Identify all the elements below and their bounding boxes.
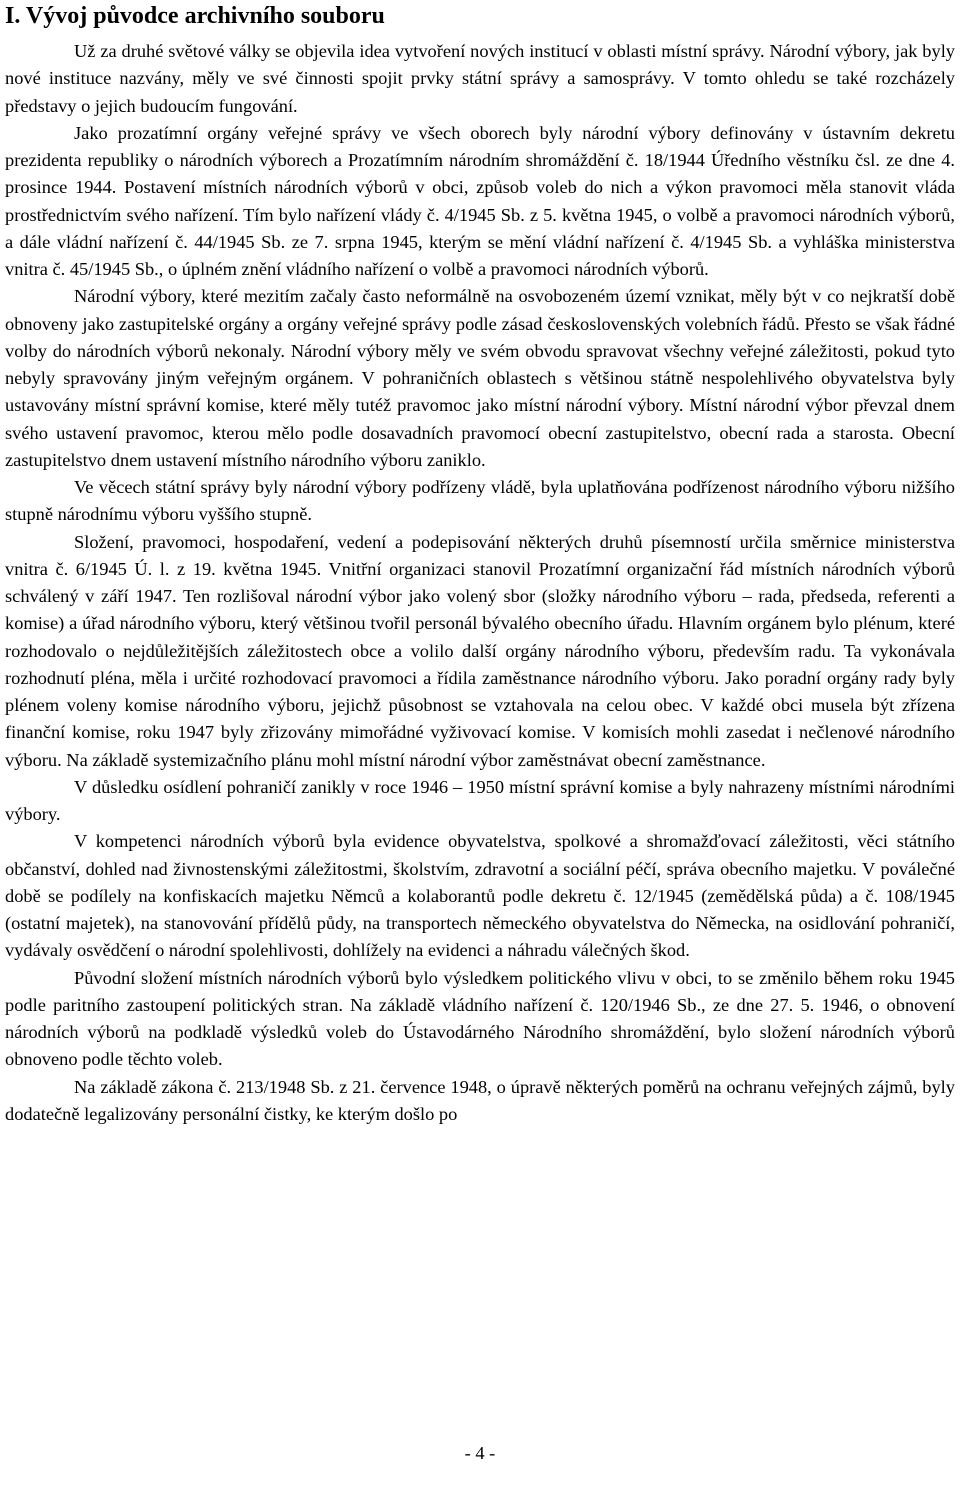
body-text — [5, 38, 955, 1128]
paragraph: V kompetenci národních výborů byla evidence obyvatelstva, spolkové a shromažďovací záležitosti, věci státního občanství, dohled nad živnostenskými záležitostmi, školstvím, zdravotní a sociální péčí, správa obecního majetku. V poválečné době se podílely na konfiskacích majetku Němců a kolaborantů podle dekretu č. 12/1945 (zemědělská půda) a č. 108/1945 (ostatní majetek), na stanovování přídělů půdy, na transportech německého obyvatelstva do Německa, na osidlování pohraničí, vydávaly osvědčení o národní spolehlivosti, dohlížely na evidenci a náhradu válečných škod. — [5, 831, 955, 961]
paragraph: Složení, pravomoci, hospodaření, vedení a podepisování některých druhů písemností určila směrnice ministerstva vnitra č. 6/1945 Ú. l. z 19. května 1945. Vnitřní organizaci stanovil Prozatímní organizační řád místních národních výborů schválený v září 1947. Ten rozlišoval národní výbor jako volený sbor (složky národního výboru – rada, předseda, referenti a komise) a úřad národního výboru, který většinou tvořil personál bývalého obecního úřadu. Hlavním orgánem bylo plénum, které rozhodovalo o nejdůležitějších záležitostech obce a volilo další orgány národního výboru, především radu. Ta vykonávala rozhodnutí pléna, měla i určité rozhodovací pravomoci a řídila zaměstnance národního výboru. Jako poradní orgány rady byly plénem voleny komise národního výboru, jejichž působnost se vztahovala na celou obec. V každé obci musela být zřízena finanční komise, roku 1947 byly zřizovány mimořádné vyživovací komise. V komisích mohli zasedat i nečlenové národního výboru. Na základě systemizačního plánu mohl místní národní výbor zaměstnávat obecní zaměstnance. — [5, 531, 955, 770]
paragraph: Ve věcech státní správy byly národní výbory podřízeny vládě, byla uplatňována podřízenost národního výboru nižšího stupně národnímu výboru vyššího stupně. — [5, 477, 955, 525]
paragraph: Na základě zákona č. 213/1948 Sb. z 21. července 1948, o úpravě některých poměrů na ochranu veřejných zájmů, byly dodatečně legalizovány personální čistky, ke kterým došlo po — [5, 1076, 955, 1124]
paragraph: Jako prozatímní orgány veřejné správy ve všech oborech byly národní výbory definovány v ústavním dekretu prezidenta republiky o národních výborech a Prozatímním národním shromáždění č. 18/1944 Úředního věstníku čsl. ze dne 4. prosince 1944. Postavení místních národních výborů v obci, způsob voleb do nich a výkon pravomoci měla stanovit vláda prostřednictvím svého nařízení. Tím bylo nařízení vlády č. 4/1945 Sb. z 5. května 1945, o volbě a pravomoci národních výborů, a dále vládní nařízení č. 44/1945 Sb. ze 7. srpna 1945, kterým se mění vládní nařízení č. 4/1945 Sb. a vyhláška ministerstva vnitra č. 45/1945 Sb., o úplném znění vládního nařízení o volbě a pravomoci národních výborů. — [5, 122, 955, 279]
page-title: I. Vývoj původce archivního souboru — [5, 3, 385, 29]
paragraph: Už za druhé světové války se objevila idea vytvoření nových institucí v oblasti místní správy. Národní výbory, jak byly nové instituce nazvány, měly ve své činnosti spojit prvky státní správy a samosprávy. V tomto ohledu se také rozcházely představy o jejich budoucím fungování. — [5, 41, 955, 116]
paragraph: Národní výbory, které mezitím začaly často neformálně na osvobozeném území vznikat, měly být v co nejkratší době obnoveny jako zastupitelské orgány a orgány veřejné správy podle zásad československých volebních řádů. Přesto se však řádné volby do národních výborů nekonaly. Národní výbory měly ve svém obvodu spravovat všechny veřejné záležitosti, pokud tyto nebyly spravovány jiným veřejným orgánem. V pohraničních oblastech s většinou státně nespolehlivého obyvatelstva byly ustavovány místní správní komise, které měly tutéž pravomoc jako místní národní výbory. Místní národní výbor převzal dnem svého ustavení pravomoc, kterou mělo podle dosavadních pravomocí obecní zastupitelstvo, obecní rada a starosta. Obecní zastupitelstvo dnem ustavení místního národního výboru zaniklo. — [5, 286, 955, 470]
paragraph: V důsledku osídlení pohraničí zanikly v roce 1946 – 1950 místní správní komise a byly nahrazeny místními národními výbory. — [5, 776, 955, 824]
page-number: - 4 - — [464, 1443, 496, 1463]
paragraph: Původní složení místních národních výborů bylo výsledkem politického vlivu v obci, to se změnilo během roku 1945 podle paritního zastoupení politických stran. Na základě vládního nařízení č. 120/1946 Sb., ze dne 27. 5. 1946, o obnovení národních výborů na podkladě výsledků voleb do Ústavodárného Národního shromáždění, bylo složení národních výborů obnoveno podle těchto voleb. — [5, 967, 955, 1070]
